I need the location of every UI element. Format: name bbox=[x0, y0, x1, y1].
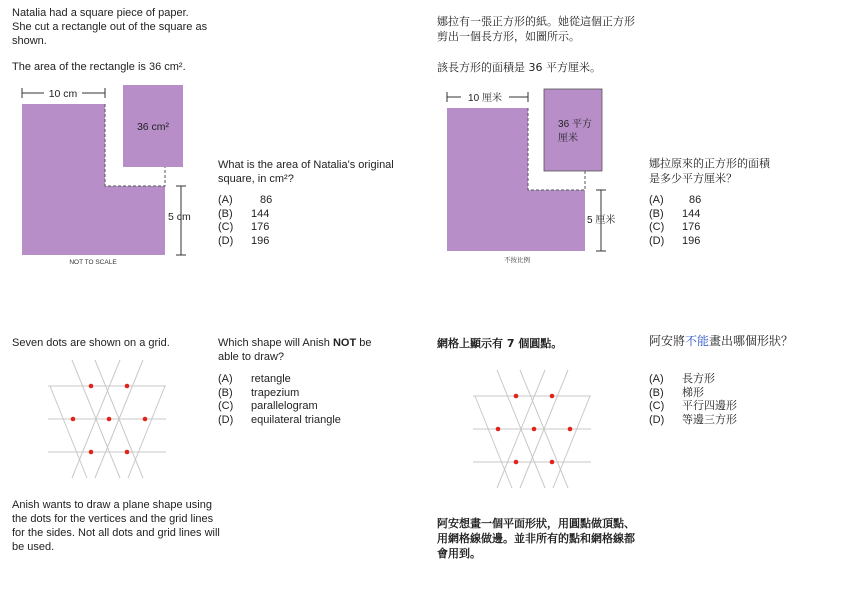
dot bbox=[568, 427, 573, 432]
q1-en-option-d[interactable]: (D) 196 bbox=[218, 234, 270, 247]
q2-zh-option-b[interactable]: (B) 梯形 bbox=[649, 386, 704, 399]
dot bbox=[89, 450, 94, 455]
q1-en-intro: Natalia had a square piece of paper. She cut a rectangle out of the square as shown. bbox=[12, 7, 208, 47]
dot bbox=[514, 394, 519, 399]
q2-en-option-b[interactable]: (B) trapezium bbox=[218, 386, 300, 399]
dot bbox=[496, 427, 501, 432]
dot bbox=[125, 384, 130, 389]
q1-zh-scale-note: 不按比例 bbox=[504, 257, 530, 264]
dot bbox=[143, 417, 148, 422]
q1-en-option-a[interactable]: (A) 86 bbox=[218, 194, 273, 206]
q1-zh-rect-label-2: 厘米 bbox=[558, 133, 578, 144]
q1-en-option-b[interactable]: (B) 144 bbox=[218, 207, 270, 220]
q1-en-scale-note: NOT TO SCALE bbox=[69, 259, 117, 265]
q2-en-dot-grid bbox=[45, 355, 170, 480]
dot bbox=[125, 450, 130, 455]
dot bbox=[550, 394, 555, 399]
q1-zh-option-c[interactable]: (C) 176 bbox=[649, 221, 701, 233]
q1-en-figure bbox=[0, 80, 215, 265]
q2-zh-option-c[interactable]: (C) 平行四邊形 bbox=[649, 400, 737, 412]
dot bbox=[514, 460, 519, 465]
q2-en-dots-text: Seven dots are shown on a grid. bbox=[12, 337, 170, 349]
q1-en-area-text: The area of the rectangle is 36 cm². bbox=[12, 61, 186, 73]
q1-zh-option-a[interactable]: (A) 86 bbox=[649, 194, 702, 206]
q1-zh-figure bbox=[425, 85, 620, 265]
q1-zh-option-b[interactable]: (B) 144 bbox=[649, 207, 701, 220]
q1-zh-dim-top: 10 厘米 bbox=[468, 93, 502, 104]
dot bbox=[532, 427, 537, 432]
q1-en-dim-top: 10 cm bbox=[48, 88, 78, 100]
q1-en-options bbox=[218, 194, 272, 248]
q1-en-rect-label: 36 cm² bbox=[136, 121, 170, 133]
dot bbox=[550, 460, 555, 465]
q2-zh-option-d[interactable]: (D) 等邊三方形 bbox=[649, 413, 737, 426]
q2-zh-option-a[interactable]: (A) 長方形 bbox=[649, 373, 715, 385]
q2-zh-dots-text: 網格上顯示有 7 個圓點。 bbox=[437, 337, 563, 350]
q1-en-question: What is the area of Natalia's original square, in cm²? bbox=[218, 159, 394, 185]
dot bbox=[107, 417, 112, 422]
q1-en-option-c[interactable]: (C) 176 bbox=[218, 221, 270, 233]
q1-zh-area-text: 該長方形的面積是 36 平方厘米。 bbox=[437, 61, 601, 74]
q1-zh-options bbox=[649, 194, 701, 248]
q2-zh-footer: 阿安想畫一個平面形狀，用圓點做頂點、 用網格線做邊。並非所有的點和網格線都 會用到。 bbox=[437, 517, 635, 560]
dot bbox=[89, 384, 94, 389]
q2-en-options bbox=[218, 373, 341, 427]
q2-en-option-c[interactable]: (C) parallelogram bbox=[218, 400, 318, 412]
q1-zh-cut-rectangle bbox=[544, 89, 602, 171]
q1-zh-question: 娜拉原來的正方形的面積 是多少平方厘米？ bbox=[649, 157, 770, 185]
q1-zh-dim-right: 5 厘米 bbox=[587, 215, 616, 226]
q2-zh-dot-grid bbox=[470, 365, 595, 490]
q1-zh-rect-label-1: 36 平方 bbox=[558, 119, 592, 130]
q1-zh-intro: 娜拉有一張正方形的紙。她從這個正方形 剪出一個長方形，如圖所示。 bbox=[437, 15, 635, 43]
q2-zh-options bbox=[649, 373, 737, 427]
q2-en-option-d[interactable]: (D) equilateral triangle bbox=[218, 413, 341, 426]
q2-en-question: Which shape will Anish NOT be able to draw? bbox=[218, 337, 372, 363]
q2-zh-question: 阿安將不能畫出哪個形狀？ bbox=[649, 334, 794, 348]
q2-zh-question-highlight: 不能 bbox=[685, 334, 710, 348]
dot bbox=[71, 417, 76, 422]
q2-en-footer: Anish wants to draw a plane shape using the dots for the vertices and the grid lines for the sides. Not all dots and grid lines will be used. bbox=[12, 499, 220, 553]
q2-en-option-a[interactable]: (A) retangle bbox=[218, 373, 291, 385]
q1-en-dim-right: 5 cm bbox=[168, 211, 191, 223]
q1-zh-option-d[interactable]: (D) 196 bbox=[649, 234, 701, 247]
